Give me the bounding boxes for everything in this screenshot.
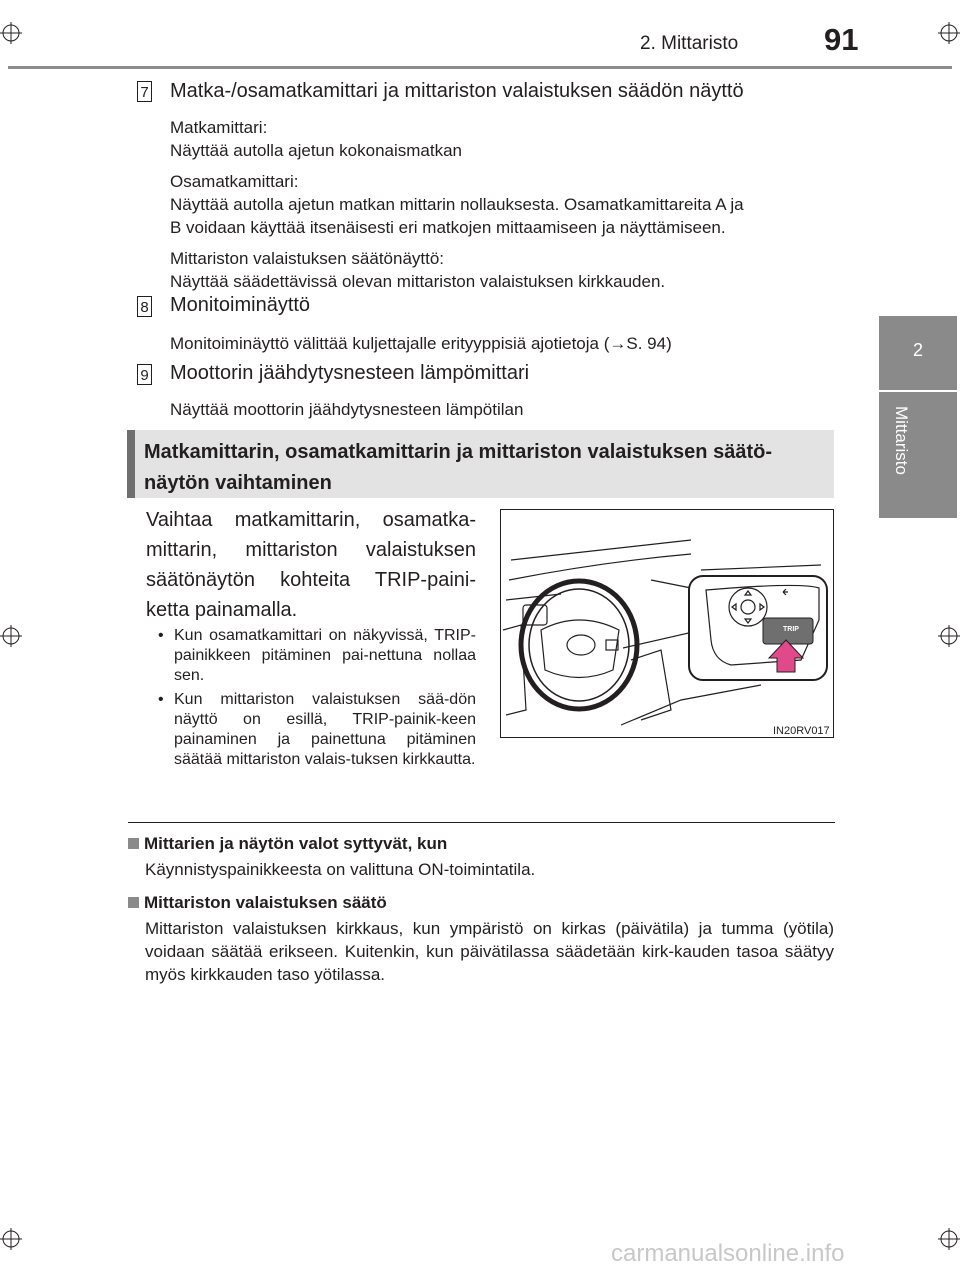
paragraph-line: Matkamittari: xyxy=(170,118,268,137)
item-title: Matka-/osamatkamittari ja mittariston valaistuksen säädön näyttö xyxy=(170,80,744,102)
bullet-dot: • xyxy=(158,691,164,708)
notes-rule xyxy=(128,822,835,823)
watermark: carmanualsonline.info xyxy=(611,1240,845,1267)
crop-mark-icon xyxy=(938,1228,960,1250)
section-heading-line: näytön vaihtaminen xyxy=(144,472,332,494)
item-body xyxy=(170,116,840,293)
figure-code: IN20RV017 xyxy=(773,725,830,737)
running-header: 2. Mittaristo xyxy=(640,33,739,54)
note-block xyxy=(128,893,834,986)
note-block xyxy=(128,834,834,881)
lead-paragraph: Vaihtaa matkamittarin, osamatka-mittarin, mittariston valaistuksen säätönäytön kohteita TRIP-paini-ketta painamalla. xyxy=(146,509,476,621)
crop-mark-icon xyxy=(938,22,960,44)
bullet-text: Kun mittariston valaistuksen sää-dön näyttö on esillä, TRIP-painik-keen painaminen ja painettuna pitäminen säätää mittariston valais-tuksen kirkkautta. xyxy=(174,691,476,768)
chapter-label: Mittaristo xyxy=(892,406,911,475)
note-heading-text: Mittarien ja näytön valot syttyvät, kun xyxy=(144,834,448,853)
crop-mark-icon xyxy=(0,22,22,44)
bullet-item xyxy=(158,626,476,686)
bullet-dot: • xyxy=(158,627,164,644)
paragraph-line: Näyttää autolla ajetun kokonaismatkan xyxy=(170,141,463,160)
paragraph-line: Näyttää säädettävissä olevan mittariston valaistuksen kirkkauden. xyxy=(170,272,666,291)
crop-mark-icon xyxy=(0,625,22,647)
steering-wheel-illustration xyxy=(501,510,833,737)
section-heading-line: Matkamittarin, osamatkamittarin ja mittariston valaistuksen säätö- xyxy=(144,441,772,463)
note-text: Käynnistyspainikkeesta on valittuna ON-toimintatila. xyxy=(145,860,536,879)
section-heading-bar xyxy=(127,430,135,498)
section-heading xyxy=(144,437,834,499)
item-title: Monitoiminäyttö xyxy=(170,294,311,316)
chapter-tab-number xyxy=(879,316,957,390)
note-heading xyxy=(128,893,834,913)
square-bullet-icon xyxy=(128,897,139,908)
item-number-badge: 9 xyxy=(137,364,152,385)
item-number-badge: 7 xyxy=(137,81,152,102)
crop-mark-icon xyxy=(0,1228,22,1250)
chapter-tab-label xyxy=(879,392,957,518)
header-rule xyxy=(8,66,952,69)
item-body: Näyttää moottorin jäähdytysnesteen lämpötilan xyxy=(170,400,524,419)
item-body: Monitoiminäyttö välittää kuljettajalle erityyppisiä ajotietoja (→S. 94) xyxy=(170,334,672,353)
bullet-item xyxy=(158,690,476,770)
chapter-number: 2 xyxy=(912,340,923,360)
note-text: Mittariston valaistuksen kirkkaus, kun ympäristö on kirkas (päivätila) ja tumma (yötila) voidaan säätää erikseen. Kuitenkin, kun päivätilassa säädetään kirk-kauden tasoa säätyy myös kirkkauden taso yötilassa. xyxy=(145,919,834,984)
note-heading xyxy=(128,834,834,854)
page-number: 91 xyxy=(824,22,859,57)
paragraph-line: Osamatkamittari: xyxy=(170,172,299,191)
paragraph-line: Näyttää autolla ajetun matkan mittarin nollauksesta. Osamatkamittareita A ja xyxy=(170,195,744,214)
square-bullet-icon xyxy=(128,838,139,849)
steering-wheel-figure xyxy=(500,509,834,738)
item-number-badge: 8 xyxy=(137,296,152,317)
bullet-text: Kun osamatkamittari on näkyvissä, TRIP-painikkeen pitäminen pai-nettuna nollaa sen. xyxy=(174,627,476,684)
trip-button-label: TRIP xyxy=(783,626,799,633)
crop-mark-icon xyxy=(938,625,960,647)
paragraph-line: Mittariston valaistuksen säätönäyttö: xyxy=(170,249,445,268)
paragraph-line: B voidaan käyttää itsenäisesti eri matkojen mittaamiseen ja näyttämiseen. xyxy=(170,218,726,237)
note-heading-text: Mittariston valaistuksen säätö xyxy=(144,893,387,912)
item-title: Moottorin jäähdytysnesteen lämpömittari xyxy=(170,362,530,384)
